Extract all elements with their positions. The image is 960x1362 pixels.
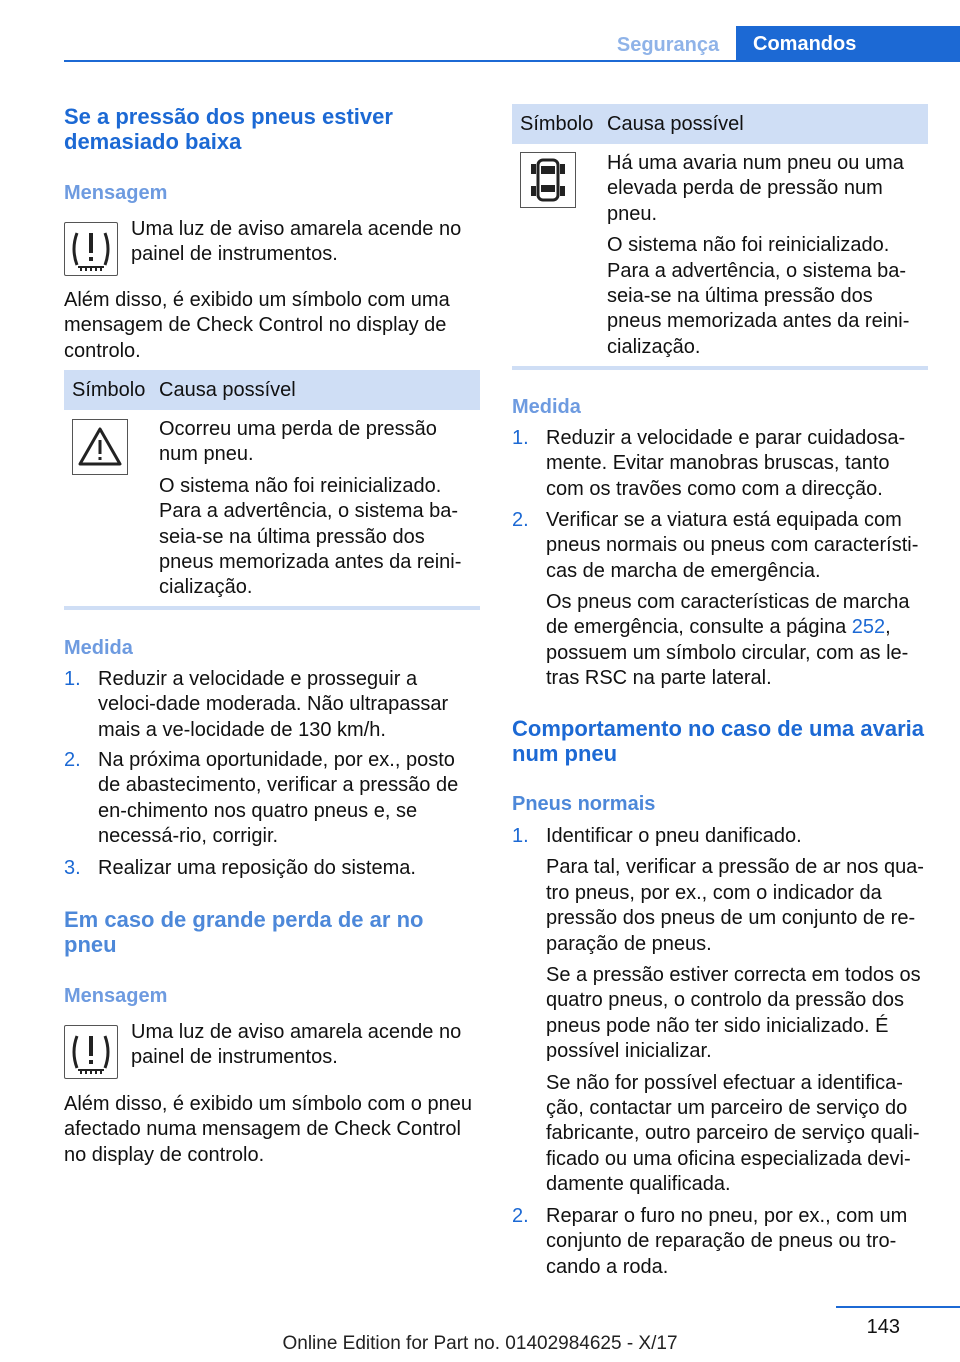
warning-triangle-icon — [72, 419, 128, 475]
col-symbol: Símbolo — [72, 379, 146, 401]
footer-rule — [836, 1306, 960, 1308]
message-text-2: Uma luz de aviso amarela acende no painel de instrumentos. — [131, 1021, 462, 1069]
sub-heading-normal-tires: Pneus normais — [512, 793, 656, 815]
sub-heading-message-2: Mensagem — [64, 985, 168, 1007]
warning-lamp-icon — [64, 1025, 118, 1079]
col-cause: Causa possível — [159, 379, 296, 401]
section-heading-3: Comportamento no caso de uma avaria num pneu — [512, 716, 924, 766]
message-text: Uma luz de aviso amarela acende no painel de instrumentos. — [131, 218, 462, 266]
page-number: 143 — [866, 1316, 900, 1338]
section-heading-2: Em caso de grande perda de ar no pneu — [64, 907, 424, 957]
step-2-note: Os pneus com características de marcha de emergência, consulte a página 252, possuem um símbolo circular, com as le-tras RSC na parte lateral. — [546, 591, 910, 690]
section-heading: Se a pressão dos pneus estiver demasiado baixa — [64, 104, 393, 154]
symbol-table-header — [64, 370, 480, 410]
header-chapter-tab[interactable] — [736, 26, 960, 62]
intro-paragraph-2: Além disso, é exibido um símbolo com o pneu afectado numa mensagem de Check Control no display de controlo. — [64, 1093, 472, 1166]
header-section-tab[interactable]: Segurança — [616, 34, 720, 56]
header-chapter-label: Comandos — [753, 33, 857, 55]
left-heading-block — [64, 104, 480, 154]
intro-paragraph: Além disso, é exibido um símbolo com uma mensagem de Check Control no display de controlo. — [64, 289, 450, 362]
sub-heading-measure: Medida — [64, 637, 133, 659]
symbol-table-header — [512, 104, 928, 144]
page-link[interactable]: 252 — [851, 616, 886, 639]
cause-cell: Ocorreu uma perda de pressão num pneu. O sistema não foi reinicializado. Para a advertência, o sistema ba-seia-se na última pressão dos pneus memorizada antes da reini-cialização. — [159, 418, 462, 599]
sub-heading-measure: Medida — [512, 396, 581, 418]
table-bottom-rule — [64, 606, 480, 610]
edition-note: Online Edition for Part no. 01402984625 - X/17 — [282, 1333, 678, 1354]
col-symbol: Símbolo — [520, 113, 594, 135]
col-cause: Causa possível — [607, 113, 744, 135]
cause-cell: Há uma avaria num pneu ou uma elevada perda de pressão num pneu. O sistema não foi reinicializado. Para a advertência, o sistema ba-seia-se na última pressão dos pneus memorizada antes da reini-cialização. — [607, 152, 910, 358]
sub-heading-message: Mensagem — [64, 182, 168, 204]
car-tire-warning-icon — [520, 152, 576, 208]
table-bottom-rule — [512, 366, 928, 370]
warning-lamp-icon — [64, 222, 118, 276]
